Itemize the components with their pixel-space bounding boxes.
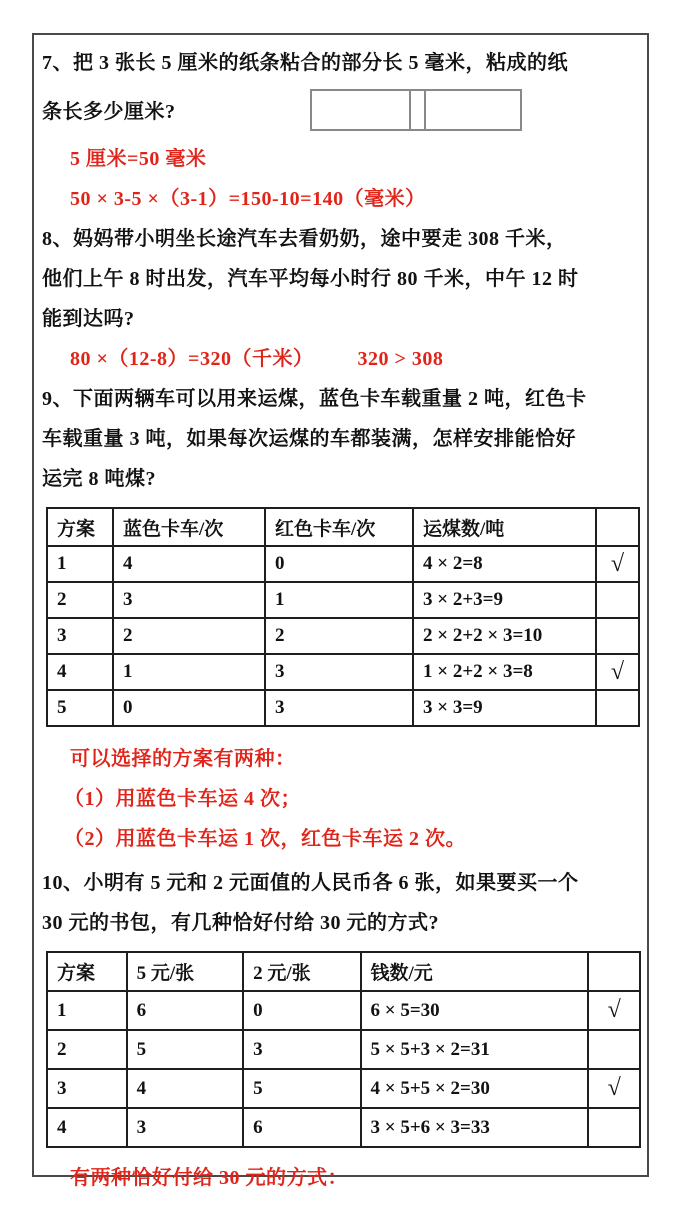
table-cell: 2 × 2+2 × 3=10 xyxy=(413,618,596,654)
question-9-line3: 运完 8 吨煤? xyxy=(42,468,156,490)
table-cell: 3 xyxy=(113,582,265,618)
table-cell: 3 × 3=9 xyxy=(413,690,596,726)
table-cell: 6 × 5=30 xyxy=(361,991,589,1030)
question-10-line2: 30 元的书包，有几种恰好付给 30 元的方式? xyxy=(42,912,439,934)
question-7-answer-line2: 50 × 3-5 ×（3-1）=150-10=140（毫米） xyxy=(70,188,426,210)
money-payment-table xyxy=(46,951,641,1148)
table-cell: 2 xyxy=(47,582,113,618)
table-cell: 0 xyxy=(265,546,413,582)
question-8-answer-comparison: 320 > 308 xyxy=(357,348,444,370)
overlap-line-right xyxy=(424,91,426,129)
coal-table-row-2 xyxy=(47,582,639,618)
check-mark xyxy=(596,690,639,726)
check-mark: √ xyxy=(588,1069,640,1108)
question-7-line2: 条长多少厘米? xyxy=(42,101,176,123)
check-mark xyxy=(596,618,639,654)
money-header-5yuan: 5 元/张 xyxy=(127,952,243,991)
check-mark xyxy=(596,582,639,618)
check-mark: √ xyxy=(596,546,639,582)
question-8-answer xyxy=(42,339,641,379)
table-cell: 3 xyxy=(127,1108,243,1147)
coal-header-red-truck: 红色卡车/次 xyxy=(265,508,413,546)
table-cell: 3 xyxy=(265,690,413,726)
coal-table-row-5 xyxy=(47,690,639,726)
table-cell: 6 xyxy=(127,991,243,1030)
table-cell: 1 xyxy=(265,582,413,618)
coal-table-row-1 xyxy=(47,546,639,582)
money-table-header-row xyxy=(47,952,640,991)
question-10-line1: 10、小明有 5 元和 2 元面值的人民币各 6 张，如果要买一个 xyxy=(42,872,579,894)
check-mark xyxy=(588,1108,640,1147)
question-7-line2-row xyxy=(42,85,641,139)
table-cell: 2 xyxy=(265,618,413,654)
question-8-line3: 能到达吗? xyxy=(42,308,135,330)
money-header-plan: 方案 xyxy=(47,952,127,991)
coal-table-row-4 xyxy=(47,654,639,690)
money-table-row-4 xyxy=(47,1108,640,1147)
check-mark: √ xyxy=(588,991,640,1030)
table-cell: 3 × 5+6 × 3=33 xyxy=(361,1108,589,1147)
check-mark xyxy=(588,1030,640,1069)
money-table-row-3 xyxy=(47,1069,640,1108)
question-9-line2: 车载重量 3 吨，如果每次运煤的车都装满，怎样安排能恰好 xyxy=(42,428,576,450)
question-8-line2: 他们上午 8 时出发，汽车平均每小时行 80 千米，中午 12 时 xyxy=(42,268,579,290)
table-cell: 3 xyxy=(243,1030,360,1069)
table-cell: 5 xyxy=(127,1030,243,1069)
table-cell: 1 xyxy=(47,546,113,582)
worksheet-page xyxy=(32,33,649,1189)
check-mark: √ xyxy=(596,654,639,690)
table-cell: 1 xyxy=(113,654,265,690)
table-cell: 3 × 2+3=9 xyxy=(413,582,596,618)
table-cell: 3 xyxy=(47,1069,127,1108)
table-cell: 5 × 5+3 × 2=31 xyxy=(361,1030,589,1069)
coal-header-check xyxy=(596,508,639,546)
question-7-answer-line1: 5 厘米=50 毫米 xyxy=(70,148,207,170)
table-cell: 4 xyxy=(47,1108,127,1147)
coal-header-plan: 方案 xyxy=(47,508,113,546)
question-9-option-2: （2）用蓝色卡车运 1 次，红色卡车运 2 次。 xyxy=(64,828,466,850)
table-cell: 4 xyxy=(47,654,113,690)
table-cell: 4 xyxy=(127,1069,243,1108)
coal-header-blue-truck: 蓝色卡车/次 xyxy=(113,508,265,546)
money-header-2yuan: 2 元/张 xyxy=(243,952,360,991)
money-header-total: 钱数/元 xyxy=(361,952,589,991)
question-8-line1: 8、妈妈带小明坐长途汽车去看奶奶，途中要走 308 千米， xyxy=(42,228,567,250)
table-cell: 2 xyxy=(47,1030,127,1069)
table-cell: 1 × 2+2 × 3=8 xyxy=(413,654,596,690)
paper-strips-diagram xyxy=(310,89,522,131)
table-cell: 4 × 5+5 × 2=30 xyxy=(361,1069,589,1108)
money-table-row-1 xyxy=(47,991,640,1030)
table-cell: 5 xyxy=(243,1069,360,1108)
table-cell: 1 xyxy=(47,991,127,1030)
table-cell: 6 xyxy=(243,1108,360,1147)
money-header-check xyxy=(588,952,640,991)
question-9-conclusion: 可以选择的方案有两种： xyxy=(70,748,296,770)
money-table-row-2 xyxy=(47,1030,640,1069)
coal-table-header-row xyxy=(47,508,639,546)
coal-table-row-3 xyxy=(47,618,639,654)
question-10-conclusion: 有两种恰好付给 30 元的方式： xyxy=(70,1167,348,1189)
question-7-line1: 7、把 3 张长 5 厘米的纸条粘合的部分长 5 毫米，粘成的纸 xyxy=(42,52,568,74)
table-cell: 0 xyxy=(243,991,360,1030)
question-9-line1: 9、下面两辆车可以用来运煤，蓝色卡车载重量 2 吨，红色卡 xyxy=(42,388,587,410)
question-8-answer-calculation: 80 ×（12-8）=320（千米） xyxy=(70,348,314,370)
table-cell: 5 xyxy=(47,690,113,726)
overlap-line-left xyxy=(409,91,411,129)
table-cell: 3 xyxy=(47,618,113,654)
table-cell: 0 xyxy=(113,690,265,726)
question-9-option-1: （1）用蓝色卡车运 4 次； xyxy=(64,788,301,810)
coal-transport-table xyxy=(46,507,640,727)
table-cell: 4 xyxy=(113,546,265,582)
table-cell: 4 × 2=8 xyxy=(413,546,596,582)
table-cell: 2 xyxy=(113,618,265,654)
table-cell: 3 xyxy=(265,654,413,690)
coal-header-tons: 运煤数/吨 xyxy=(413,508,596,546)
